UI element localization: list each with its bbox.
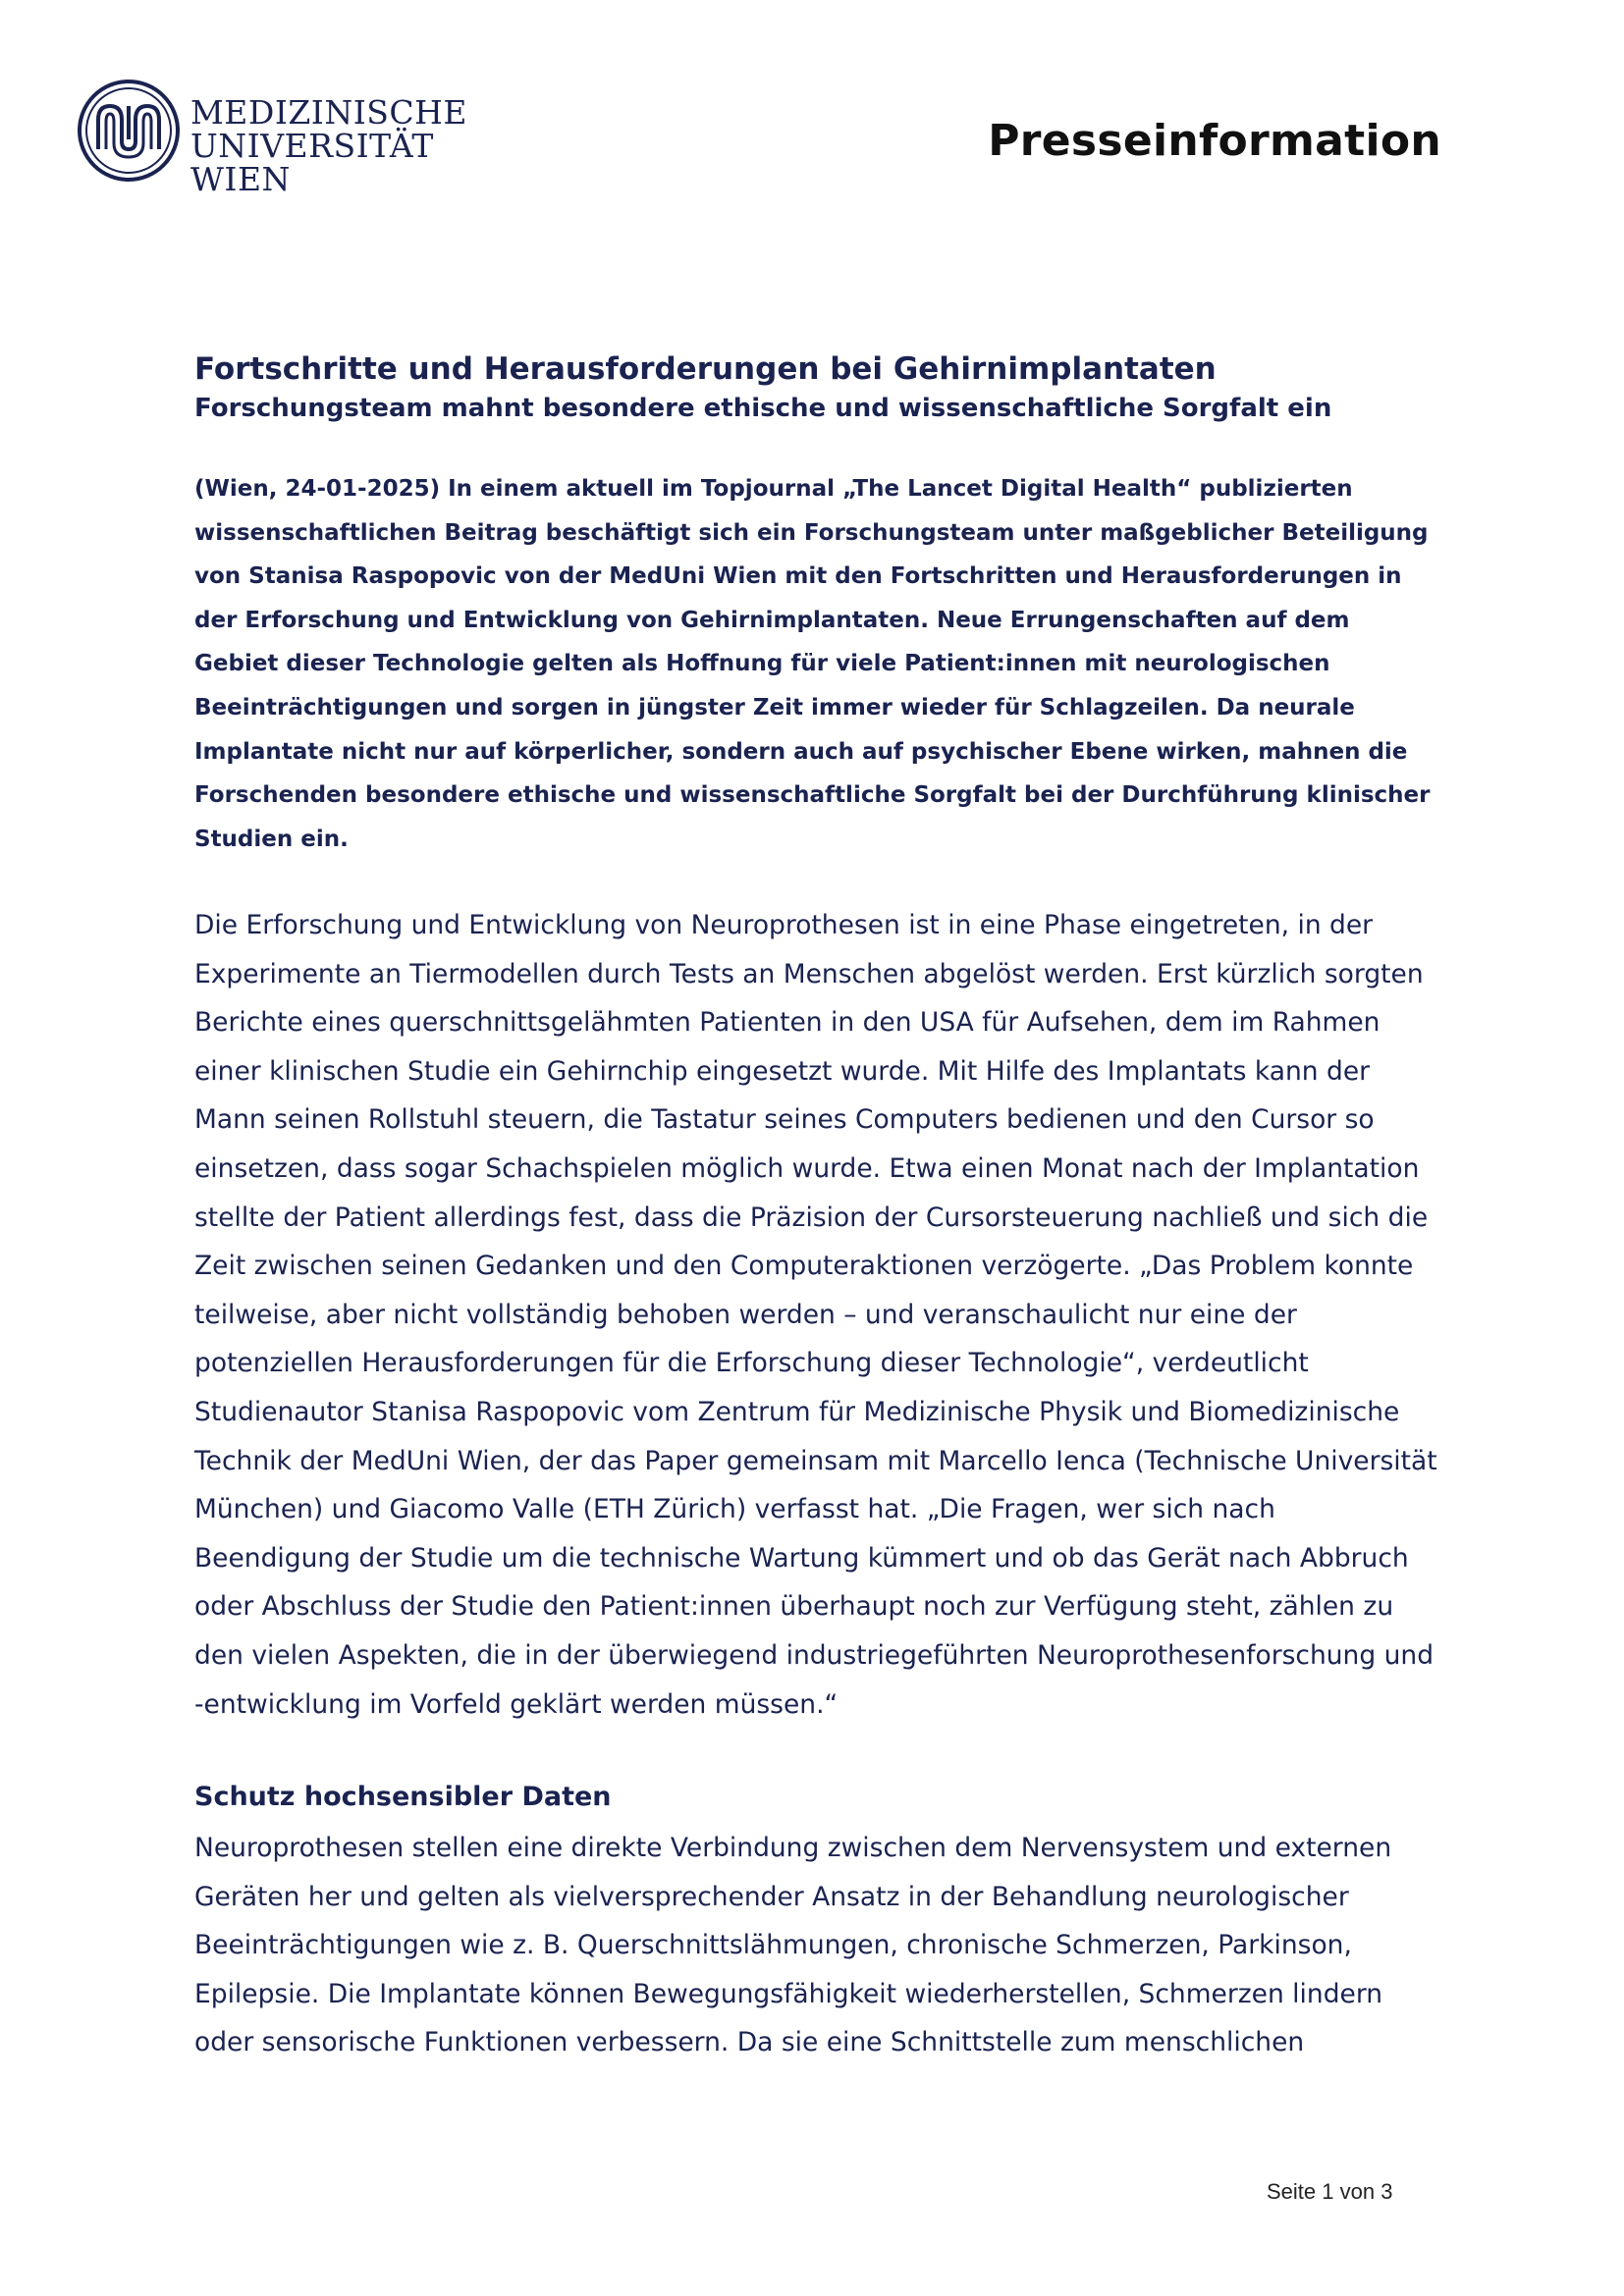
logo-line-1: MEDIZINISCHE: [190, 93, 467, 132]
article-title: Fortschritte und Herausforderungen bei Gehirnimplantaten: [194, 351, 1217, 387]
logo-wordmark: [190, 93, 528, 198]
body-paragraph-1: Die Erforschung und Entwicklung von Neuroprothesen ist in eine Phase eingetreten, in der Experimente an Tiermodellen durch Tests an Menschen abgelöst werden. Erst kürzlich sorgten Berichte eines querschnittsgelähmten Patienten in den USA für Aufsehen, dem im Rahmen einer klinischen Studie ein Gehirnchip eingesetzt wurde. Mit Hilfe des Implantats kann der Mann seinen Rollstuhl steuern, die Tastatur seines Computers bedienen und den Cursor so einsetzen, dass sogar Schachspielen möglich wurde. Etwa einen Monat nach der Implantation stellte der Patient allerdings fest, dass die Präzision der Cursorsteuerung nachließ und sich die Zeit zwischen seinen Gedanken und den Computeraktionen verzögerte. „Das Problem konnte teilweise, aber nicht vollständig behoben werden – und veranschaulicht nur eine der potenziellen Herausforderungen für die Erforschung dieser Technologie“, verdeutlicht Studienautor Stanisa Raspopovic vom Zentrum für Medizinische Physik und Biomedizinische Technik der MedUni Wien, der das Paper gemeinsam mit Marcello Ienca (Technische Universität München) und Giacomo Valle (ETH Zürich) verfasst hat. „Die Fragen, wer sich nach Beendigung der Studie um die technische Wartung kümmert und ob das Gerät nach Abbruch oder Abschluss der Studie den Patient:innen überhaupt noch zur Verfügung steht, zählen zu den vielen Aspekten, die in der überwiegend industriegeführten Neuroprothesenforschung und -entwicklung im Vorfeld geklärt werden müssen.“: [194, 910, 1437, 1720]
logo-line-2: UNIVERSITÄT WIEN: [190, 127, 434, 198]
article-subtitle: Forschungsteam mahnt besondere ethische und wissenschaftliche Sorgfalt ein: [194, 394, 1332, 423]
section-heading: Schutz hochsensibler Daten: [194, 1782, 612, 1812]
page-number: Seite 1 von 3: [1267, 2179, 1393, 2204]
body-paragraph-2: Neuroprothesen stellen eine direkte Verbindung zwischen dem Nervensystem und externen Geräten her und gelten als vielversprechender Ansatz in der Behandlung neurologischer Beeinträchtigungen wie z. B. Querschnittslähmungen, chronische Schmerzen, Parkinson, Epilepsie. Die Implantate können Bewegungsfähigkeit wiederherstellen, Schmerzen lindern oder sensorische Funktionen verbessern. Da sie eine Schnittstelle zum menschlichen: [194, 1833, 1392, 2058]
lead-paragraph: (Wien, 24-01-2025) In einem aktuell im Topjournal „The Lancet Digital Health“ publizierten wissenschaftlichen Beitrag beschäftigt sich ein Forschungsteam unter maßgeblicher Beteiligung von Stanisa Raspopovic von der MedUni Wien mit den Fortschritten und Herausforderungen in der Erforschung und Entwicklung von Gehirnimplantaten. Neue Errungenschaften auf dem Gebiet dieser Technologie gelten als Hoffnung für viele Patient:innen mit neurologischen Beeinträchtigungen und sorgen in jüngster Zeit immer wieder für Schlagzeilen. Da neurale Implantate nicht nur auf körperlicher, sondern auch auf psychischer Ebene wirken, mahnen die Forschenden besondere ethische und wissenschaftliche Sorgfalt bei der Durchführung klinischer Studien ein.: [194, 476, 1431, 852]
document-type-label: Presseinformation: [988, 116, 1441, 166]
meduni-seal-icon: [77, 79, 181, 183]
university-logo: [77, 79, 528, 198]
